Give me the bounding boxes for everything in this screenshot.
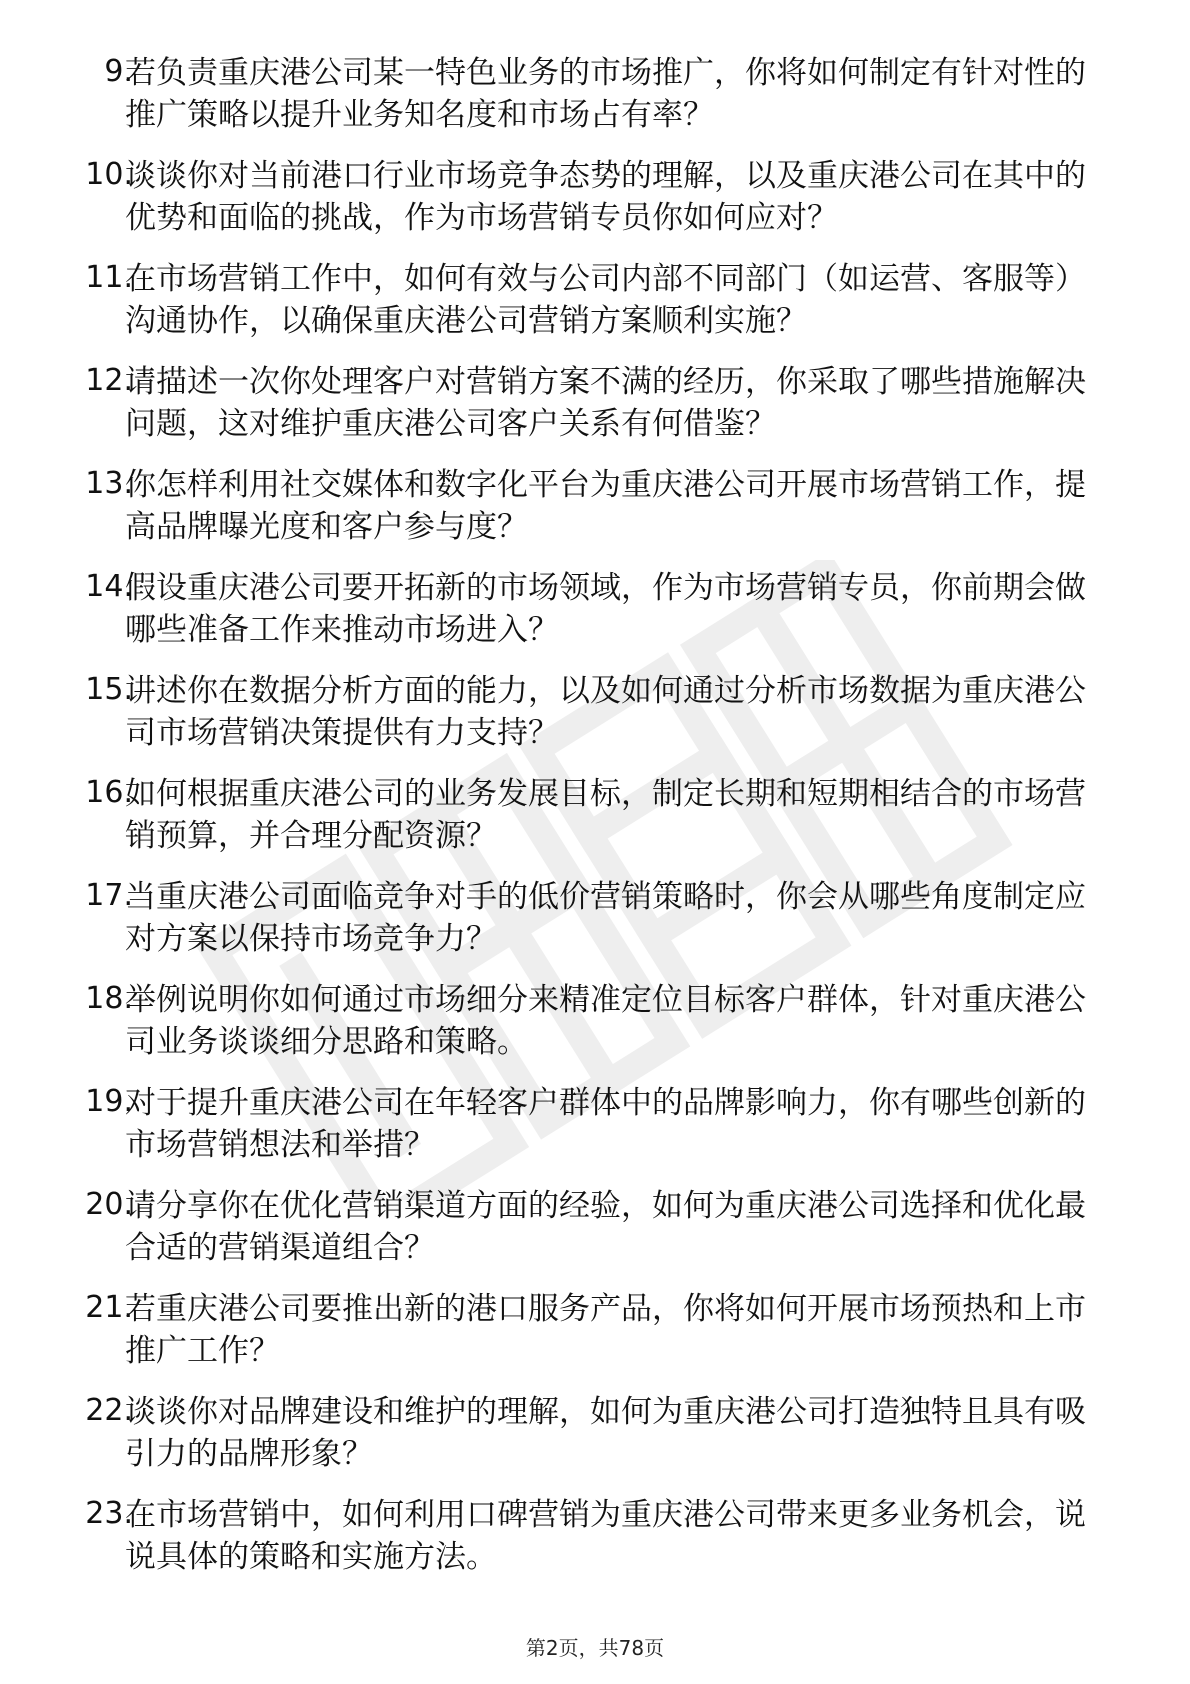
list-item — [0, 567, 1190, 670]
list-item — [0, 361, 1190, 464]
page-footer: 第2页，共78页 — [525, 1636, 665, 1660]
list-item — [0, 258, 1190, 361]
list-item — [0, 1391, 1190, 1494]
question-text: 在市场营销中，如何利用口碑营销为重庆港公司带来更多业务机会，说说具体的策略和实施方法。 — [125, 1497, 1086, 1575]
question-number: 9. — [104, 54, 133, 89]
list-item — [0, 876, 1190, 979]
question-number: 18. — [85, 981, 133, 1016]
question-text: 对于提升重庆港公司在年轻客户群体中的品牌影响力，你有哪些创新的市场营销想法和举措？ — [125, 1085, 1086, 1163]
question-text: 若负责重庆港公司某一特色业务的市场推广，你将如何制定有针对性的推广策略以提升业务知名度和市场占有率？ — [125, 55, 1086, 133]
question-number: 17. — [85, 878, 133, 913]
list-item — [0, 1494, 1190, 1597]
question-list — [0, 52, 1190, 1597]
question-text: 你怎样利用社交媒体和数字化平台为重庆港公司开展市场营销工作，提高品牌曝光度和客户参与度？ — [125, 467, 1086, 545]
list-item — [0, 1185, 1190, 1288]
question-text: 若重庆港公司要推出新的港口服务产品，你将如何开展市场预热和上市推广工作？ — [125, 1291, 1086, 1369]
question-number: 14. — [85, 569, 133, 604]
question-number: 15. — [85, 672, 133, 707]
list-item — [0, 979, 1190, 1082]
question-number: 22. — [85, 1393, 133, 1428]
list-item — [0, 52, 1190, 155]
question-number: 20. — [85, 1187, 133, 1222]
question-text: 当重庆港公司面临竞争对手的低价营销策略时，你会从哪些角度制定应对方案以保持市场竞争力？ — [125, 879, 1086, 957]
question-text: 在市场营销工作中，如何有效与公司内部不同部门（如运营、客服等）沟通协作，以确保重庆港公司营销方案顺利实施？ — [125, 261, 1086, 339]
question-text: 讲述你在数据分析方面的能力，以及如何通过分析市场数据为重庆港公司市场营销决策提供有力支持？ — [125, 673, 1086, 751]
list-item — [0, 1288, 1190, 1391]
list-item — [0, 155, 1190, 258]
question-text: 假设重庆港公司要开拓新的市场领域，作为市场营销专员，你前期会做哪些准备工作来推动市场进入？ — [125, 570, 1086, 648]
list-item — [0, 670, 1190, 773]
list-item — [0, 1082, 1190, 1185]
question-number: 12. — [85, 363, 133, 398]
list-item — [0, 464, 1190, 567]
question-number: 21. — [85, 1290, 133, 1325]
question-text: 如何根据重庆港公司的业务发展目标，制定长期和短期相结合的市场营销预算，并合理分配资源？ — [125, 776, 1086, 854]
question-number: 19. — [85, 1084, 133, 1119]
question-text: 请分享你在优化营销渠道方面的经验，如何为重庆港公司选择和优化最合适的营销渠道组合？ — [125, 1188, 1086, 1266]
list-item — [0, 773, 1190, 876]
question-number: 16. — [85, 775, 133, 810]
question-number: 10. — [85, 157, 133, 192]
question-text: 举例说明你如何通过市场细分来精准定位目标客户群体，针对重庆港公司业务谈谈细分思路和策略。 — [125, 982, 1086, 1060]
question-text: 谈谈你对品牌建设和维护的理解，如何为重庆港公司打造独特且具有吸引力的品牌形象？ — [125, 1394, 1086, 1472]
question-text: 请描述一次你处理客户对营销方案不满的经历，你采取了哪些措施解决问题，这对维护重庆港公司客户关系有何借鉴？ — [125, 364, 1086, 442]
question-number: 23. — [85, 1496, 133, 1531]
question-number: 11. — [85, 260, 133, 295]
question-number: 13. — [85, 466, 133, 501]
question-text: 谈谈你对当前港口行业市场竞争态势的理解，以及重庆港公司在其中的优势和面临的挑战，作为市场营销专员你如何应对？ — [125, 158, 1086, 236]
